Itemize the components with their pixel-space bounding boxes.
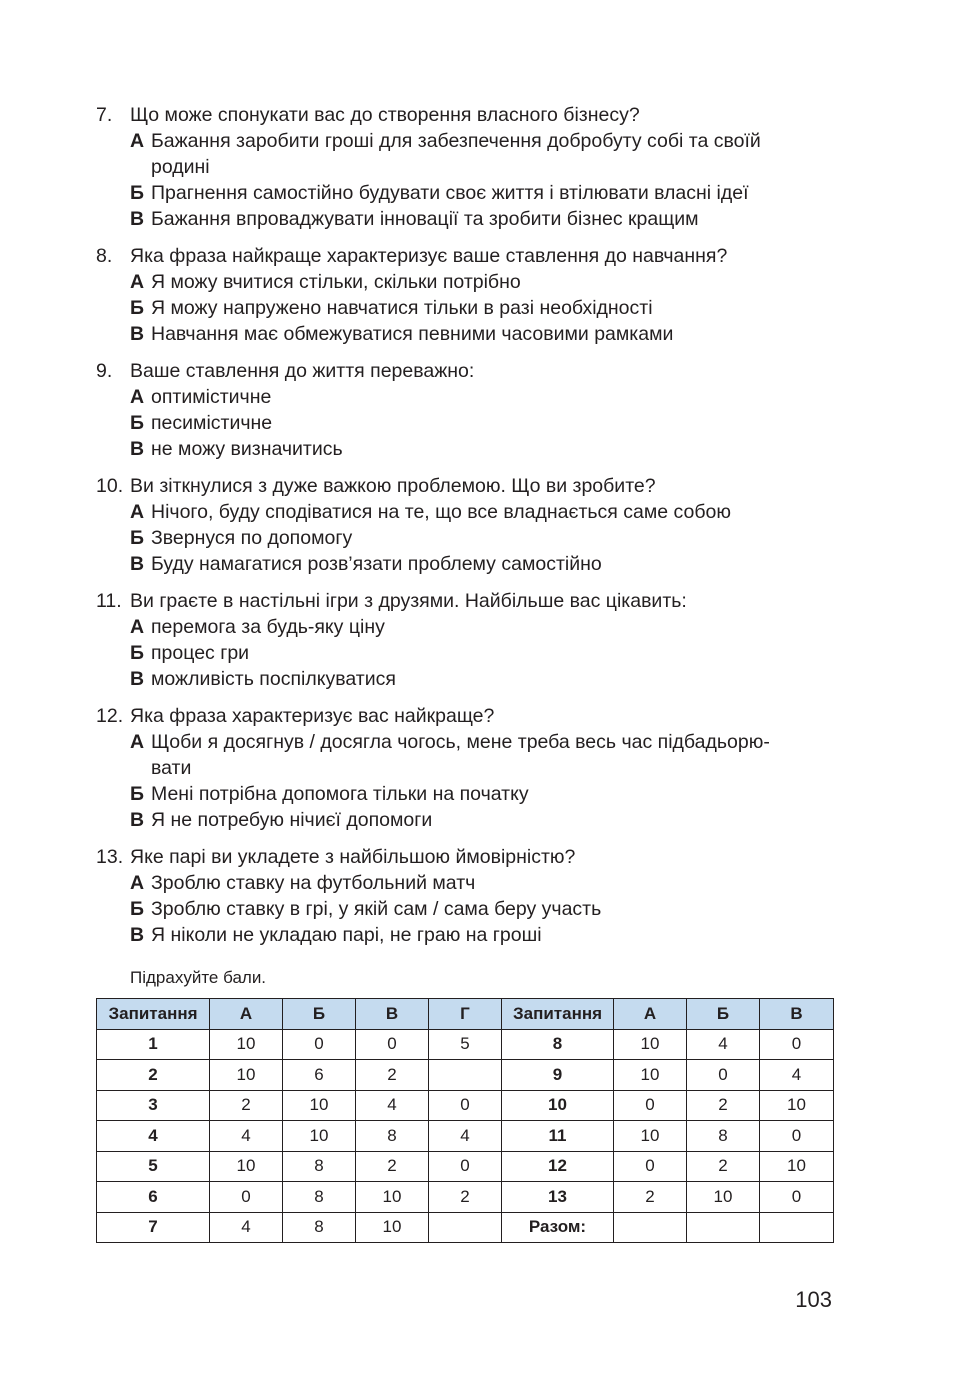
question-number-cell: 13	[502, 1182, 614, 1213]
option-text-line: Навчання має обмежуватися певними часовими рамками	[151, 323, 674, 345]
question-number-cell: 10	[502, 1090, 614, 1121]
answer-option	[96, 206, 836, 232]
option-letter: Б	[130, 527, 145, 549]
option-text-line: Мені потрібна допомога тільки на початку	[151, 783, 529, 805]
table-row	[97, 1182, 834, 1213]
table-header-cell: Б	[283, 999, 356, 1030]
option-letter: Б	[130, 783, 145, 805]
question-number-cell: 9	[502, 1060, 614, 1091]
score-cell: 2	[429, 1182, 502, 1213]
option-text	[151, 384, 836, 410]
option-letter: В	[130, 208, 145, 230]
question-number-cell: 6	[97, 1182, 210, 1213]
question-item	[96, 358, 836, 462]
score-cell: 0	[614, 1090, 687, 1121]
score-cell: 0	[760, 1121, 834, 1152]
option-text-line: можливість поспілкуватися	[151, 668, 396, 690]
option-letter: Б	[130, 642, 145, 664]
question-text: Яка фраза найкраще характеризує ваше ставлення до навчання?	[130, 245, 728, 267]
score-cell: 4	[356, 1090, 429, 1121]
question-number-cell: 5	[97, 1151, 210, 1182]
score-cell: 8	[356, 1121, 429, 1152]
option-text-line: Бажання заробити гроші для забезпечення добробуту собі та своїй	[151, 130, 761, 152]
table-row	[97, 1212, 834, 1243]
score-cell: 0	[429, 1151, 502, 1182]
score-cell: 2	[356, 1151, 429, 1182]
score-cell: 0	[210, 1182, 283, 1213]
score-cell: 10	[210, 1029, 283, 1060]
option-text-line: не можу визначитись	[151, 438, 343, 460]
score-table	[96, 998, 834, 1243]
score-cell: 10	[210, 1151, 283, 1182]
option-text	[151, 206, 836, 232]
answer-option	[96, 525, 836, 551]
question-number: 9.	[96, 360, 113, 382]
answer-option	[96, 499, 836, 525]
option-text	[151, 551, 836, 577]
option-letter: Б	[130, 182, 145, 204]
answer-option	[96, 180, 836, 206]
question-text: Ваше ставлення до життя переважно:	[130, 360, 475, 382]
option-text	[151, 321, 836, 347]
option-text-line: песимістичне	[151, 412, 273, 434]
table-row	[97, 1060, 834, 1091]
question-number-cell: 2	[97, 1060, 210, 1091]
table-header-cell: Запитання	[97, 999, 210, 1030]
option-letter: В	[130, 809, 145, 831]
question-text: Ви зіткнулися з дуже важкою проблемою. Що ви зробите?	[130, 475, 656, 497]
question-number: 13.	[96, 846, 124, 868]
option-text-line: Я ніколи не укладаю парі, не граю на гроші	[151, 924, 542, 946]
answer-option	[96, 614, 836, 640]
answer-option	[96, 807, 836, 833]
option-text-line: Я можу вчитися стільки, скільки потрібно	[151, 271, 521, 293]
score-cell: 0	[687, 1060, 760, 1091]
option-text-line: Звернуся по допомогу	[151, 527, 353, 549]
page-number: 103	[795, 1287, 832, 1312]
option-text	[151, 436, 836, 462]
question-number: 11.	[96, 590, 122, 612]
score-cell	[429, 1212, 502, 1243]
question-list	[96, 102, 836, 959]
answer-option	[96, 640, 836, 666]
question-item	[96, 473, 836, 577]
answer-option	[96, 729, 836, 781]
option-letter: Б	[130, 898, 145, 920]
option-text-line: Щоби я досягнув / досягла чогось, мене треба весь час підбадьорю-	[151, 731, 770, 753]
question-number-cell: 4	[97, 1121, 210, 1152]
answer-option	[96, 551, 836, 577]
option-letter: А	[130, 386, 145, 408]
score-cell: 10	[614, 1060, 687, 1091]
score-cell: 2	[687, 1151, 760, 1182]
table-row	[97, 1090, 834, 1121]
option-text-line: Нічого, буду сподіватися на те, що все владнається саме собою	[151, 501, 731, 523]
option-text	[151, 180, 836, 206]
answer-option	[96, 269, 836, 295]
question-number-cell: 11	[502, 1121, 614, 1152]
table-body	[97, 1029, 834, 1243]
score-cell	[429, 1060, 502, 1091]
score-cell: 2	[687, 1090, 760, 1121]
question-line	[96, 102, 836, 128]
question-item	[96, 102, 836, 232]
option-text-line: процес гри	[151, 642, 250, 664]
option-text	[151, 640, 836, 666]
option-letter: В	[130, 323, 145, 345]
score-cell: 10	[687, 1182, 760, 1213]
option-text-line: Буду намагатися розв’язати проблему самостійно	[151, 553, 602, 575]
score-cell: 2	[210, 1090, 283, 1121]
score-cell	[687, 1212, 760, 1243]
option-letter: А	[130, 872, 145, 894]
question-number: 12.	[96, 705, 124, 727]
option-letter: А	[130, 501, 145, 523]
question-item	[96, 588, 836, 692]
option-text-line: Прагнення самостійно будувати своє життя і втілювати власні ідеї	[151, 182, 749, 204]
score-cell: 4	[210, 1212, 283, 1243]
option-text-line: Я не потребую нічиєї допомоги	[151, 809, 433, 831]
score-cell: 10	[614, 1029, 687, 1060]
question-number: 7.	[96, 104, 113, 126]
option-letter: А	[130, 130, 145, 152]
score-cell: 5	[429, 1029, 502, 1060]
option-text	[151, 729, 836, 781]
question-number: 10.	[96, 475, 124, 497]
option-text-line: Я можу напружено навчатися тільки в разі необхідності	[151, 297, 653, 319]
option-text-line: вати	[151, 757, 192, 779]
question-text: Яке парі ви укладете з найбільшою ймовірністю?	[130, 846, 576, 868]
score-cell: 0	[614, 1151, 687, 1182]
question-line	[96, 703, 836, 729]
score-cell: 0	[283, 1029, 356, 1060]
option-text	[151, 896, 836, 922]
score-cell: 8	[283, 1182, 356, 1213]
answer-option	[96, 410, 836, 436]
option-text-line: Зроблю ставку на футбольний матч	[151, 872, 476, 894]
score-cell: 8	[687, 1121, 760, 1152]
question-line	[96, 844, 836, 870]
option-letter: А	[130, 616, 145, 638]
score-cell: 0	[760, 1029, 834, 1060]
option-text-line: перемога за будь-яку ціну	[151, 616, 385, 638]
table-header-cell: А	[210, 999, 283, 1030]
question-number-cell: 8	[502, 1029, 614, 1060]
question-number-cell: 1	[97, 1029, 210, 1060]
question-number: 8.	[96, 245, 113, 267]
score-cell: 10	[356, 1212, 429, 1243]
score-cell: 10	[283, 1090, 356, 1121]
score-cell: 10	[760, 1151, 834, 1182]
table-header-cell: А	[614, 999, 687, 1030]
option-text	[151, 525, 836, 551]
question-text: Ви граєте в настільні ігри з друзями. Найбільше вас цікавить:	[130, 590, 687, 612]
option-letter: В	[130, 924, 145, 946]
score-cell: 4	[210, 1121, 283, 1152]
score-cell: 10	[283, 1121, 356, 1152]
question-item	[96, 243, 836, 347]
table-header-cell: Б	[687, 999, 760, 1030]
answer-option	[96, 781, 836, 807]
table-header-cell: Г	[429, 999, 502, 1030]
option-text	[151, 807, 836, 833]
option-text	[151, 666, 836, 692]
table-header-cell: В	[760, 999, 834, 1030]
answer-option	[96, 295, 836, 321]
score-cell: 4	[760, 1060, 834, 1091]
question-line	[96, 358, 836, 384]
question-text: Яка фраза характеризує вас найкраще?	[130, 705, 495, 727]
question-line	[96, 473, 836, 499]
score-cell: 4	[687, 1029, 760, 1060]
option-text	[151, 922, 836, 948]
option-letter: В	[130, 668, 145, 690]
option-text-line: родині	[151, 156, 210, 178]
option-text	[151, 410, 836, 436]
option-letter: Б	[130, 297, 145, 319]
option-text	[151, 128, 836, 180]
score-cell: 4	[429, 1121, 502, 1152]
answer-option	[96, 384, 836, 410]
option-letter: А	[130, 731, 145, 753]
option-letter: А	[130, 271, 145, 293]
score-cell	[760, 1212, 834, 1243]
option-text	[151, 499, 836, 525]
option-text	[151, 614, 836, 640]
score-cell: 2	[356, 1060, 429, 1091]
question-line	[96, 243, 836, 269]
option-letter: В	[130, 553, 145, 575]
score-cell	[614, 1212, 687, 1243]
table-header-row	[97, 999, 834, 1030]
option-text	[151, 295, 836, 321]
score-cell: 0	[356, 1029, 429, 1060]
score-cell: 10	[760, 1090, 834, 1121]
score-cell: 10	[356, 1182, 429, 1213]
table-row	[97, 1121, 834, 1152]
score-cell: 8	[283, 1212, 356, 1243]
option-text-line: оптимістичне	[151, 386, 272, 408]
score-cell: 0	[429, 1090, 502, 1121]
option-text	[151, 870, 836, 896]
option-text	[151, 269, 836, 295]
question-number-cell: Разом:	[502, 1212, 614, 1243]
score-cell: 10	[614, 1121, 687, 1152]
question-text: Що може спонукати вас до створення власного бізнесу?	[130, 104, 640, 126]
answer-option	[96, 896, 836, 922]
option-letter: Б	[130, 412, 145, 434]
option-letter: В	[130, 438, 145, 460]
question-item	[96, 703, 836, 833]
question-number-cell: 12	[502, 1151, 614, 1182]
answer-option	[96, 922, 836, 948]
table-row	[97, 1151, 834, 1182]
score-cell: 6	[283, 1060, 356, 1091]
answer-option	[96, 870, 836, 896]
score-cell: 0	[760, 1182, 834, 1213]
answer-option	[96, 128, 836, 180]
score-cell: 2	[614, 1182, 687, 1213]
instruction-text: Підрахуйте бали.	[130, 968, 267, 987]
table-header-cell: В	[356, 999, 429, 1030]
answer-option	[96, 666, 836, 692]
option-text-line: Зроблю ставку в грі, у якій сам / сама беру участь	[151, 898, 602, 920]
table-header-cell: Запитання	[502, 999, 614, 1030]
question-number-cell: 3	[97, 1090, 210, 1121]
table-row	[97, 1029, 834, 1060]
question-number-cell: 7	[97, 1212, 210, 1243]
score-cell: 8	[283, 1151, 356, 1182]
question-line	[96, 588, 836, 614]
option-text	[151, 781, 836, 807]
option-text-line: Бажання впроваджувати інновації та зробити бізнес кращим	[151, 208, 699, 230]
question-item	[96, 844, 836, 948]
score-cell: 10	[210, 1060, 283, 1091]
answer-option	[96, 436, 836, 462]
answer-option	[96, 321, 836, 347]
